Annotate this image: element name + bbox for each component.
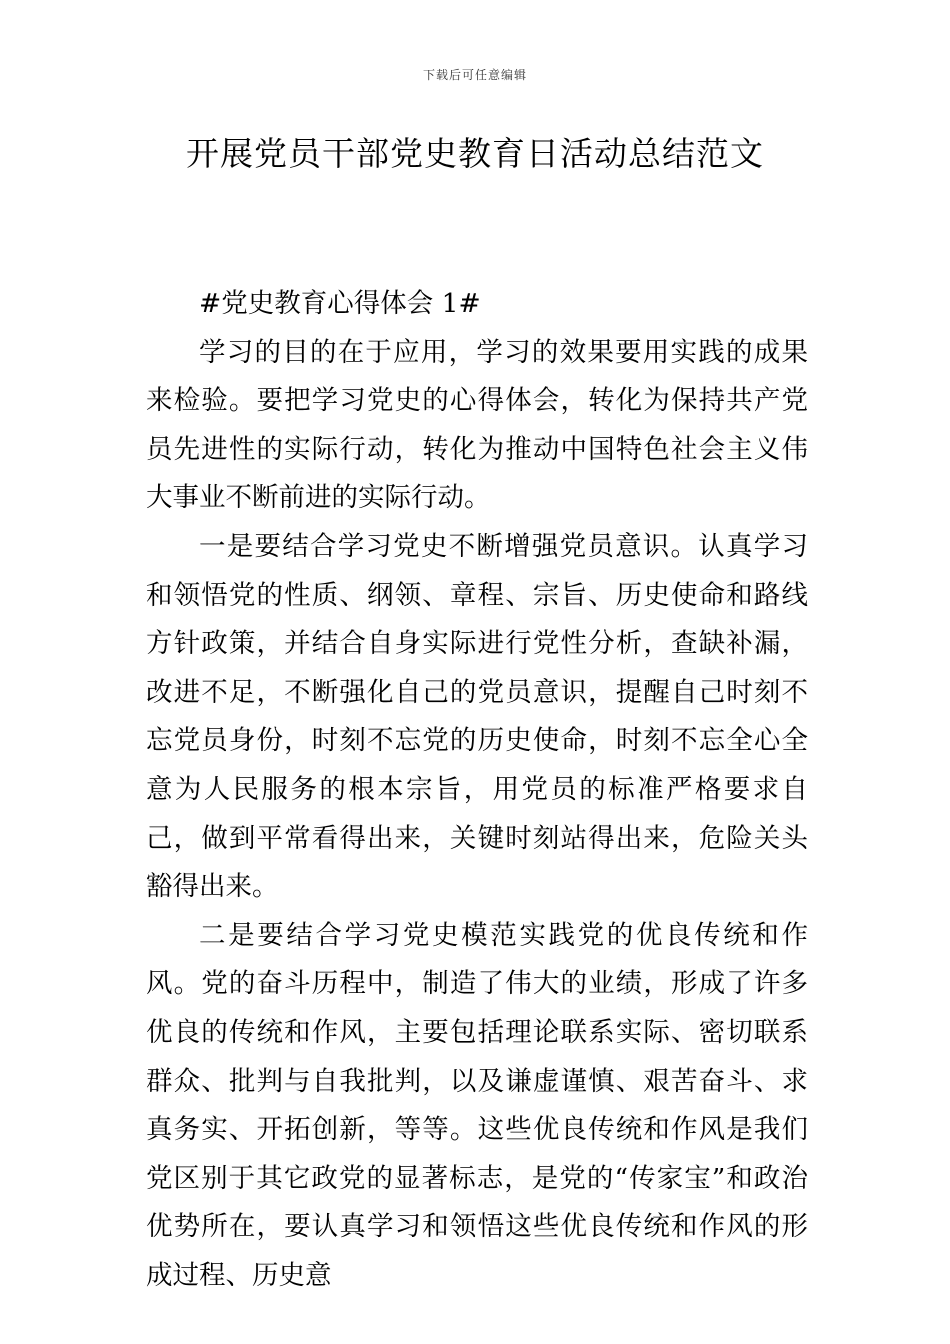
body-paragraph: 学习的目的在于应用，学习的效果要用实践的成果来检验。要把学习党史的心得体会，转化为保持共产党员先进性的实际行动，转化为推动中国特色社会主义伟大事业不断前进的实际行动。 [146,336,808,514]
section-heading: #党史教育心得体会 1# [199,288,481,319]
document-title: 开展党员干部党史教育日活动总结范文 [186,134,764,173]
document-body [146,280,808,1300]
body-paragraph: 一是要结合学习党史不断增强党员意识。认真学习和领悟党的性质、纲领、章程、宗旨、历史使命和路线方针政策，并结合自身实际进行党性分析，查缺补漏，改进不足，不断强化自己的党员意识，提醒自己时刻不忘党员身份，时刻不忘党的历史使命，时刻不忘全心全意为人民服务的根本宗旨，用党员的标准严格要求自己，做到平常看得出来，关键时刻站得出来，危险关头豁得出来。 [146,530,808,903]
header-note: 下载后可任意编辑 [422,68,527,82]
body-paragraph: 二是要结合学习党史模范实践党的优良传统和作风。党的奋斗历程中，制造了伟大的业绩，形成了许多优良的传统和作风，主要包括理论联系实际、密切联系群众、批判与自我批判，以及谦虚谨慎、艰苦奋斗、求真务实、开拓创新，等等。这些优良传统和作风是我们党区别于其它政党的显著标志，是党的“传家宝”和政治优势所在，要认真学习和领悟这些优良传统和作风的形成过程、历史意 [146,919,808,1291]
